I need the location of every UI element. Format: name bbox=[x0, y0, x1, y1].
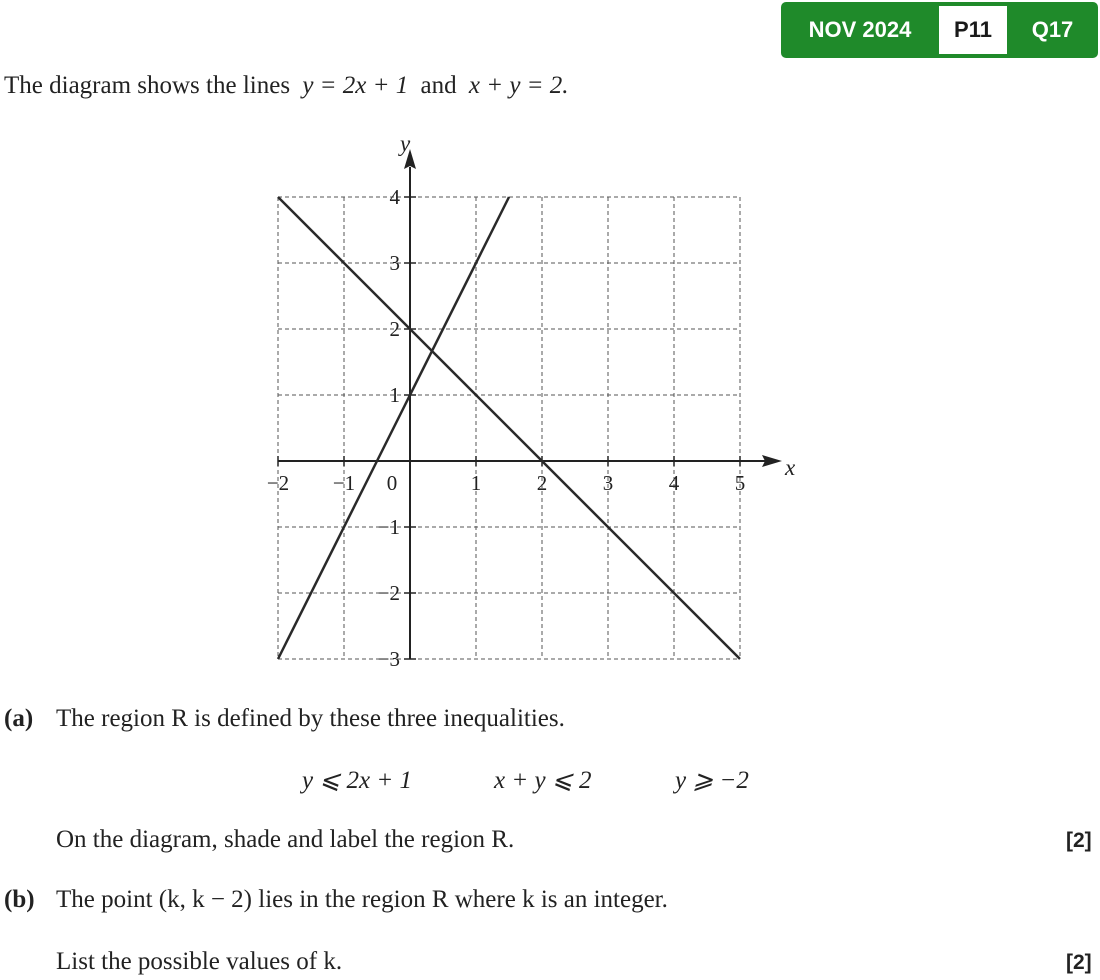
paper-label: P11 bbox=[939, 6, 1007, 54]
y-axis-label: y bbox=[400, 131, 411, 156]
x-tick-label: 5 bbox=[734, 471, 746, 495]
inequality-2: x + y ⩽ 2 bbox=[494, 767, 592, 794]
y-tick-label: 3 bbox=[389, 251, 400, 275]
x-axis-label: x bbox=[785, 455, 796, 480]
axes bbox=[278, 149, 782, 659]
session-label: NOV 2024 bbox=[808, 17, 912, 42]
part-b-statement: The point (k, k − 2) lies in the region R where k is an integer. bbox=[56, 886, 668, 913]
y-tick-label: 1 bbox=[389, 383, 400, 407]
y-tick-label: −1 bbox=[377, 515, 400, 539]
part-b-instruction: List the possible values of k. bbox=[56, 948, 343, 975]
x-axis-arrow bbox=[762, 455, 782, 467]
y-tick-label: 4 bbox=[389, 185, 400, 209]
x-tick-label: 3 bbox=[602, 471, 614, 495]
part-b-label: (b) bbox=[4, 886, 35, 913]
intro-line1: y = 2x + 1 bbox=[302, 72, 409, 99]
plot-lines bbox=[278, 197, 740, 659]
x-tick-label: −1 bbox=[332, 471, 356, 495]
inequality-3: y ⩾ −2 bbox=[675, 767, 749, 794]
y-tick-label: −3 bbox=[377, 647, 400, 671]
x-tick-label: 0 bbox=[386, 471, 398, 495]
part-a-instruction: On the diagram, shade and label the region R. bbox=[56, 826, 515, 853]
part-a-statement: The region R is defined by these three inequalities. bbox=[56, 705, 565, 732]
question-number: Q17 bbox=[1031, 17, 1074, 42]
x-tick-label: 4 bbox=[668, 471, 680, 495]
x-tick-label: −2 bbox=[266, 471, 290, 495]
line-x-plus-y-equals-2 bbox=[278, 197, 740, 659]
intro-and: and bbox=[420, 72, 457, 99]
inequality-1: y ⩽ 2x + 1 bbox=[302, 767, 413, 794]
part-b-marks: [2] bbox=[1066, 951, 1092, 974]
intro-line2: x + y = 2. bbox=[468, 72, 569, 99]
tick-labels bbox=[267, 131, 796, 671]
y-tick-label: −2 bbox=[377, 581, 400, 605]
part-a-marks: [2] bbox=[1066, 829, 1092, 852]
x-tick-label: 1 bbox=[470, 471, 482, 495]
intro-prefix: The diagram shows the lines bbox=[4, 72, 291, 99]
x-tick-label: 2 bbox=[536, 471, 548, 495]
part-a-label: (a) bbox=[4, 705, 34, 732]
y-tick-label: 2 bbox=[389, 317, 400, 341]
